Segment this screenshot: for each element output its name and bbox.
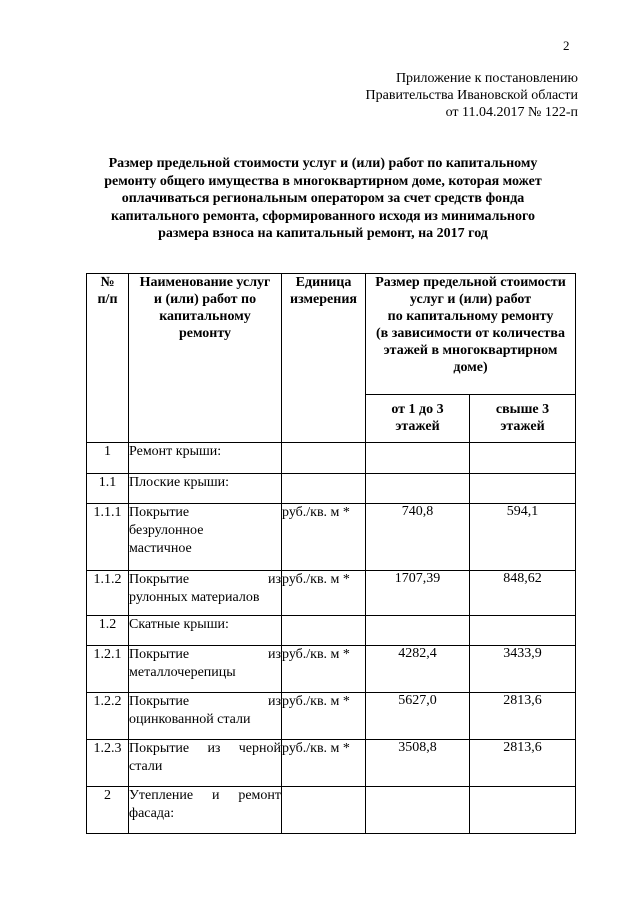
row-name: Ремонт крыши: xyxy=(129,443,282,474)
row-name: Покрытие из рулонных материалов xyxy=(129,571,282,616)
page-number: 2 xyxy=(563,38,570,53)
row-name: Покрытие из оцинкованной стали xyxy=(129,693,282,740)
row-number: 1.1 xyxy=(87,474,129,504)
title-line: Размер предельной стоимости услуг и (или) работ по капитальному xyxy=(108,156,538,171)
row-name: Покрытие из черной стали xyxy=(129,740,282,787)
row-unit xyxy=(282,787,366,834)
row-value-1-3: 740,8 xyxy=(366,504,470,571)
document-title xyxy=(80,155,566,243)
row-value-over-3 xyxy=(470,443,576,474)
row-value-1-3 xyxy=(366,474,470,504)
appendix-line: Правительства Ивановской области xyxy=(365,88,578,103)
table-row xyxy=(87,740,576,787)
row-value-1-3 xyxy=(366,616,470,646)
row-value-over-3: 2813,6 xyxy=(470,740,576,787)
table-row xyxy=(87,443,576,474)
row-name: Покрытие из металлочерепицы xyxy=(129,646,282,693)
row-value-1-3 xyxy=(366,787,470,834)
title-line: ремонту общего имущества в многоквартирном доме, которая может xyxy=(104,173,542,189)
row-value-over-3 xyxy=(470,616,576,646)
row-name: Покрытие безрулонное мастичное xyxy=(129,504,282,571)
appendix-line: от 11.04.2017 № 122-п xyxy=(445,105,578,120)
table-row xyxy=(87,787,576,834)
header-floors-over-3: свыше 3 этажей xyxy=(470,395,576,443)
row-unit: руб./кв. м * xyxy=(282,740,366,787)
header-unit: Единица измерения xyxy=(282,274,366,443)
row-number: 1.2.1 xyxy=(87,646,129,693)
row-number: 1.1.1 xyxy=(87,504,129,571)
row-value-over-3 xyxy=(470,787,576,834)
row-value-1-3: 5627,0 xyxy=(366,693,470,740)
row-value-1-3: 4282,4 xyxy=(366,646,470,693)
row-unit xyxy=(282,616,366,646)
row-value-over-3: 3433,9 xyxy=(470,646,576,693)
row-unit: руб./кв. м * xyxy=(282,504,366,571)
table-row xyxy=(87,474,576,504)
row-name: Утепление и ремонт фасада: xyxy=(129,787,282,834)
header-name: Наименование услуг и (или) работ по капитальному ремонту xyxy=(129,274,282,443)
table-row xyxy=(87,571,576,616)
row-number: 1.2 xyxy=(87,616,129,646)
row-unit: руб./кв. м * xyxy=(282,646,366,693)
table-row xyxy=(87,693,576,740)
appendix-note xyxy=(366,70,578,121)
title-line: размера взноса на капитальный ремонт, на 2017 год xyxy=(158,226,488,241)
table-row xyxy=(87,504,576,571)
row-name: Скатные крыши: xyxy=(129,616,282,646)
row-number: 2 xyxy=(87,787,129,834)
cost-table xyxy=(86,273,576,834)
row-number: 1 xyxy=(87,443,129,474)
row-unit xyxy=(282,474,366,504)
row-number: 1.2.2 xyxy=(87,693,129,740)
row-value-over-3 xyxy=(470,474,576,504)
header-num: № п/п xyxy=(87,274,129,443)
row-value-1-3 xyxy=(366,443,470,474)
row-unit xyxy=(282,443,366,474)
row-number: 1.1.2 xyxy=(87,571,129,616)
row-name: Плоские крыши: xyxy=(129,474,282,504)
row-number: 1.2.3 xyxy=(87,740,129,787)
row-unit: руб./кв. м * xyxy=(282,693,366,740)
row-value-1-3: 3508,8 xyxy=(366,740,470,787)
row-value-over-3: 848,62 xyxy=(470,571,576,616)
row-value-1-3: 1707,39 xyxy=(366,571,470,616)
row-unit: руб./кв. м * xyxy=(282,571,366,616)
row-value-over-3: 594,1 xyxy=(470,504,576,571)
table-row xyxy=(87,616,576,646)
row-value-over-3: 2813,6 xyxy=(470,693,576,740)
appendix-line: Приложение к постановлению xyxy=(395,71,578,86)
table-row xyxy=(87,646,576,693)
header-floors-1-3: от 1 до 3 этажей xyxy=(366,395,470,443)
title-line: капитального ремонта, сформированного исходя из минимального xyxy=(111,208,535,224)
title-line: оплачиваться региональным оператором за счет средств фонда xyxy=(121,191,525,206)
header-cost: Размер предельной стоимости услуг и (или) работ по капитальному ремонту (в зависимости от количества этажей в многоквартирном доме) xyxy=(366,274,576,395)
